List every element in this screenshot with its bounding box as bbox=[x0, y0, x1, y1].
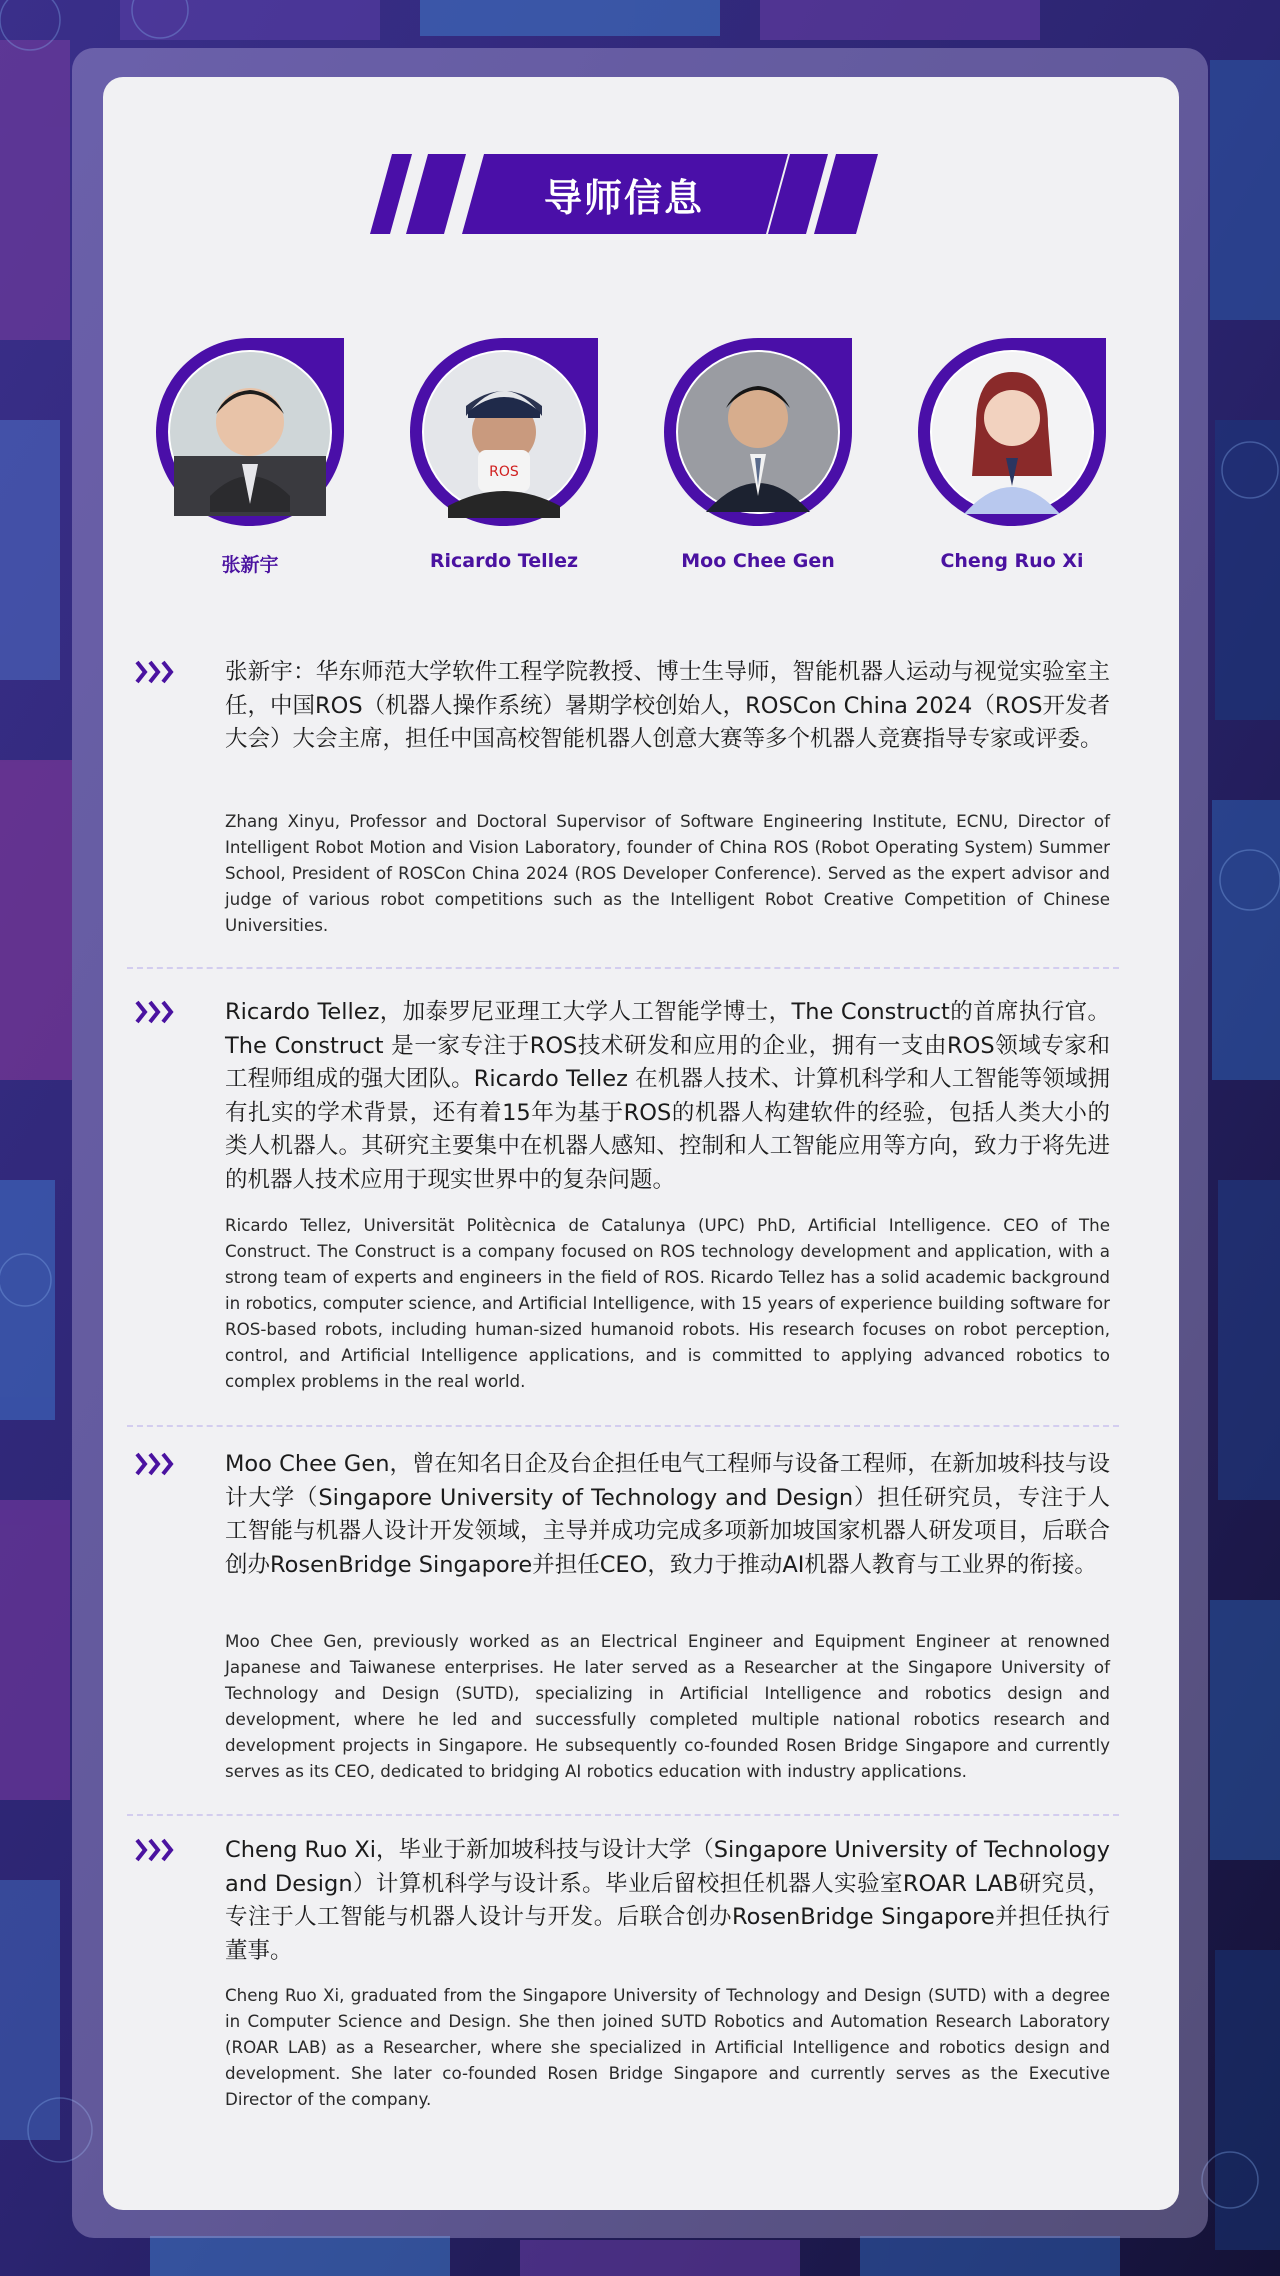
bio-english: Ricardo Tellez, Universität Politècnica de Catalunya (UPC) PhD, Artificial Intelligence. CEO of The Construct. The Construct is a company focused on ROS technology development and application, with a strong team of experts and engineers in the field of ROS. Ricardo Tellez has a solid academic background in robotics, computer science, and Artificial Intelligence, with 15 years of experience building software for ROS-based robots, including human-sized humanoid robots. His research focuses on robot perception, control, and Artificial Intelligence applications, and is committed to applying advanced robotics to complex problems in the real world. bbox=[225, 1215, 1110, 1391]
bio-chinese: Cheng Ruo Xi，毕业于新加坡科技与设计大学（Singapore University of Technology and Design）计算机科学与设计系。毕业后留校担任机器人实验室ROAR LAB研究员，专注于人工智能与机器人设计与开发。后联合创办RosenBridge Singapore并担任执行董事。 bbox=[225, 1837, 1110, 1964]
mentor-card bbox=[377, 336, 631, 572]
triple-chevron-icon bbox=[135, 1838, 177, 1862]
avatar bbox=[916, 336, 1108, 528]
bio-chinese: Ricardo Tellez，加泰罗尼亚理工大学人工智能学博士，The Construct的首席执行官。The Construct 是一家专注于ROS技术研发和应用的企业，拥有一支由ROS领域专家和工程师组成的强大团队。Ricardo Tellez 在机器人技术、计算机科学和人工智能等领域拥有扎实的学术背景，还有着15年为基于ROS的机器人构建软件的经验，包括人类大小的类人机器人。其研究主要集中在机器人感知、控制和人工智能应用等方向，致力于将先进的机器人技术应用于现实世界中的复杂问题。 bbox=[225, 999, 1110, 1193]
bio-chinese: 张新宇：华东师范大学软件工程学院教授、博士生导师，智能机器人运动与视觉实验室主任，中国ROS（机器人操作系统）暑期学校创始人，ROSCon China 2024（ROS开发者大会）大会主席，担任中国高校智能机器人创意大赛等多个机器人竞赛指导专家或评委。 bbox=[225, 659, 1110, 752]
bio-english: Zhang Xinyu, Professor and Doctoral Supervisor of Software Engineering Institute, ECNU, Director of Intelligent Robot Motion and Vision Laboratory, founder of China ROS (Robot Operating System) Summer School, President of ROSCon China 2024 (ROS Developer Conference). Served as the expert advisor and judge of various robot competitions such as the Intelligent Robot Creative Competition of Chinese Universities. bbox=[225, 811, 1110, 935]
section-divider bbox=[127, 967, 1119, 969]
mentor-card bbox=[885, 336, 1139, 572]
title-banner bbox=[370, 154, 878, 234]
mentor-name: Moo Chee Gen bbox=[681, 550, 835, 572]
triple-chevron-icon bbox=[135, 1000, 177, 1024]
section-divider bbox=[127, 1425, 1119, 1427]
mentor-avatars bbox=[0, 336, 1280, 586]
avatar bbox=[154, 336, 346, 528]
triple-chevron-icon bbox=[135, 1452, 177, 1476]
svg-text:ROS: ROS bbox=[489, 464, 519, 480]
avatar bbox=[408, 336, 600, 528]
page-title: 导师信息 bbox=[543, 175, 704, 220]
mentor-name: Cheng Ruo Xi bbox=[940, 550, 1084, 572]
mentor-name: 张新宇 bbox=[221, 554, 279, 576]
mentor-card bbox=[631, 336, 885, 572]
bio-english: Cheng Ruo Xi, graduated from the Singapore University of Technology and Design (SUTD) with a degree in Computer Science and Design. She then joined SUTD Robotics and Automation Research Laboratory (ROAR LAB) as a Researcher, where she specialized in Artificial Intelligence and robotics design and development. She later co-founded Rosen Bridge Singapore and currently serves as the Executive Director of the company. bbox=[225, 1985, 1110, 2109]
section-divider bbox=[127, 1814, 1119, 1816]
bio-chinese: Moo Chee Gen，曾在知名日企及台企担任电气工程师与设备工程师，在新加坡科技与设计大学（Singapore University of Technology and Design）担任研究员，专注于人工智能与机器人设计开发领域，主导并成功完成多项新加坡国家机器人研发项目，后联合创办RosenBridge Singapore并担任CEO，致力于推动AI机器人教育与工业界的衔接。 bbox=[225, 1451, 1110, 1578]
triple-chevron-icon bbox=[135, 660, 177, 684]
mentor-name: Ricardo Tellez bbox=[429, 550, 579, 572]
bio-english: Moo Chee Gen, previously worked as an Electrical Engineer and Equipment Engineer at renowned Japanese and Taiwanese enterprises. He later served as a Researcher at the Singapore University of Technology and Design (SUTD), specializing in Artificial Intelligence and robotics design and development, where he led and successfully completed multiple national robotics research and development projects in Singapore. He subsequently co-founded Rosen Bridge Singapore and currently serves as its CEO, dedicated to bridging AI robotics education with industry applications. bbox=[225, 1631, 1110, 1781]
avatar bbox=[662, 336, 854, 528]
mentor-card bbox=[123, 336, 377, 577]
